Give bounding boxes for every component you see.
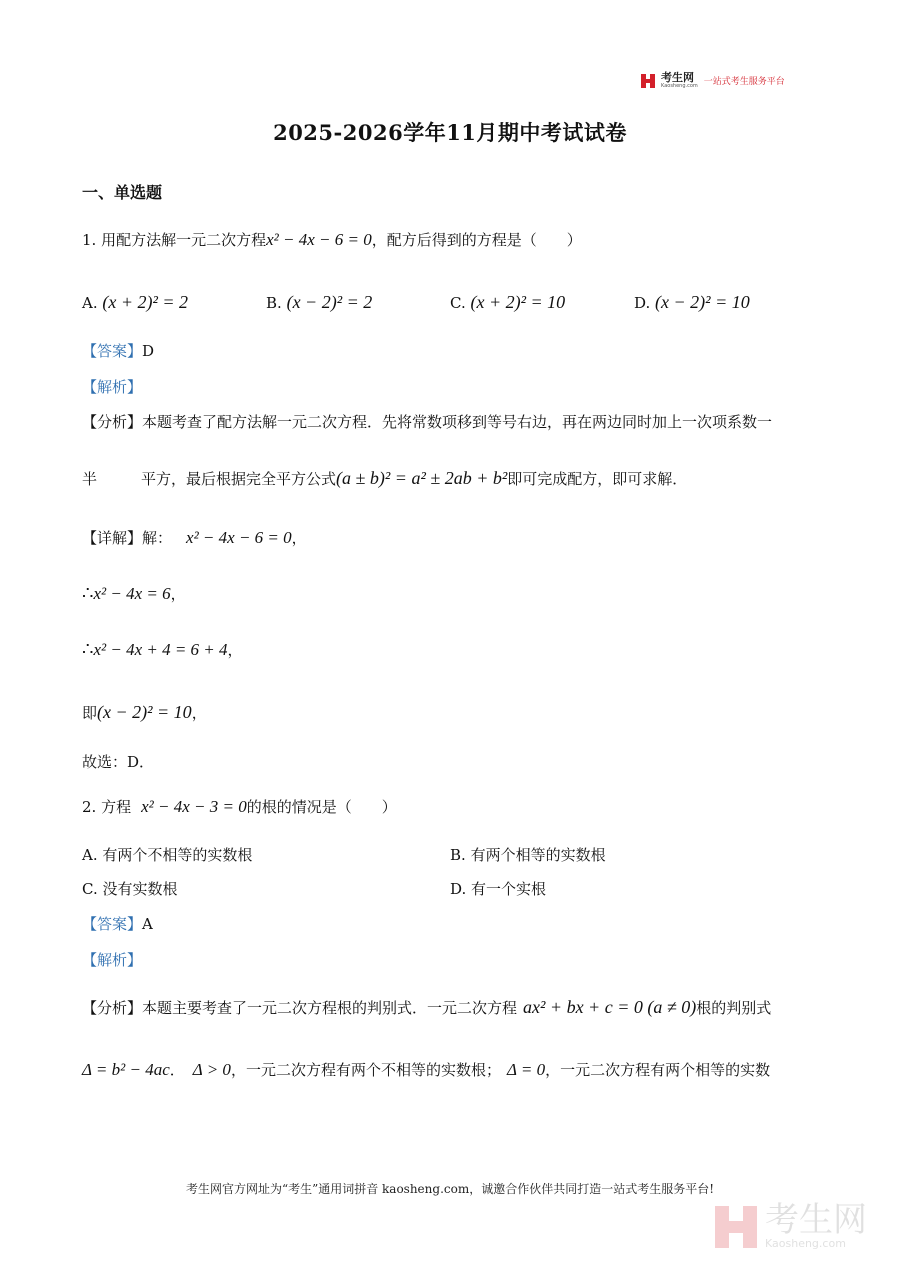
- q2-option-a: [82, 845, 252, 865]
- fenxi-text: 半: [82, 470, 98, 488]
- option-letter: C.: [82, 880, 98, 898]
- watermark-domain: Kaosheng.com: [765, 1237, 846, 1250]
- q2-stem-after: 的根的情况是（ ）: [246, 798, 397, 816]
- fenxi-tag: 【分析】: [82, 413, 143, 431]
- discriminant-expr: Δ = b² − 4ac: [82, 1060, 170, 1079]
- q2-option-d: [450, 879, 546, 899]
- q2-stem-before: 方程: [101, 798, 132, 816]
- answer-value: A: [142, 915, 153, 933]
- option-text: 有一个实根: [471, 880, 547, 898]
- option-letter: D.: [634, 294, 651, 312]
- fenxi-text: 本题考查了配方法解一元二次方程．先将常数项移到等号右边，再在两边同时加上一次项系数一: [142, 413, 773, 431]
- q2-equation: x² − 4x − 3 = 0: [141, 797, 247, 816]
- fenxi-text: ．: [169, 1061, 185, 1079]
- option-letter: A.: [82, 294, 98, 312]
- fenxi-text: 平方，最后根据完全平方公式: [141, 470, 337, 488]
- fenxi-text: 本题主要考查了一元二次方程根的判别式．一元二次方程: [142, 999, 518, 1017]
- condition-expr: Δ > 0: [192, 1060, 231, 1079]
- option-expr: (x + 2)² = 2: [102, 292, 189, 312]
- option-letter: B.: [266, 294, 282, 312]
- q1-fenxi-line1: [82, 412, 772, 432]
- answer-tag: 【答案】: [82, 915, 143, 933]
- q2-fenxi-line1: [82, 997, 771, 1018]
- q1-option-b: [266, 292, 372, 313]
- q1-option-a: [82, 292, 188, 313]
- q1-stem-after: ，配方后得到的方程是（ ）: [371, 231, 582, 249]
- kaosheng-logo-icon: [641, 74, 655, 88]
- step-expr: (x − 2)² = 10: [97, 702, 192, 722]
- section-heading: 一、单选题: [82, 183, 163, 202]
- q1-step-2: [82, 584, 186, 604]
- option-letter: B.: [450, 846, 466, 864]
- q2-analysis-tag: 【解析】: [82, 951, 143, 969]
- page-title: 2025-2026学年11月期中考试试卷: [273, 120, 627, 145]
- fenxi-text: ，一元二次方程有两个相等的实数: [545, 1061, 771, 1079]
- q1-step-3: [82, 640, 243, 660]
- option-expr: (x − 2)² = 10: [655, 292, 750, 312]
- q1-step-4: [82, 702, 207, 723]
- q2-stem: [82, 797, 397, 817]
- kaosheng-watermark-icon: [715, 1206, 757, 1248]
- step-expr: x² − 4x = 6: [93, 584, 171, 603]
- q1-option-c: [450, 292, 565, 313]
- condition-expr: Δ = 0: [506, 1060, 546, 1079]
- square-formula: (a ± b)² = a² ± 2ab + b²: [336, 468, 508, 488]
- step-suffix: ，: [191, 704, 207, 722]
- q2-option-c: [82, 879, 178, 899]
- fenxi-tag: 【分析】: [82, 999, 143, 1017]
- step-expr: x² − 4x + 4 = 6 + 4: [93, 640, 228, 659]
- therefore-icon: ∴: [82, 639, 94, 660]
- q2-fenxi-line2: [82, 1060, 770, 1080]
- logo-name: 考生网: [661, 71, 694, 84]
- step-suffix: ，: [170, 585, 186, 603]
- q1-stem: [82, 230, 582, 250]
- q1-stem-before: 用配方法解一元二次方程: [101, 231, 267, 249]
- step-suffix: ，: [227, 641, 243, 659]
- logo-slogan: 一站式考生服务平台: [703, 77, 785, 87]
- q1-answer: [82, 341, 154, 361]
- fenxi-text: ，一元二次方程有两个不相等的实数根；: [230, 1061, 501, 1079]
- q1-fenxi-line2: [82, 468, 687, 489]
- q1-analysis-tag: 【解析】: [82, 378, 143, 396]
- watermark-logo: [715, 1200, 867, 1250]
- option-text: 有两个不相等的实数根: [102, 846, 253, 864]
- detail-lead: 解：: [142, 529, 173, 547]
- option-expr: (x + 2)² = 10: [470, 292, 566, 312]
- q1-detail-line: [82, 528, 307, 548]
- q1-equation: x² − 4x − 6 = 0: [266, 230, 372, 249]
- answer-value: D: [142, 342, 155, 360]
- page-footer: 考生网官方网址为“考生”通用词拼音 kaosheng.com，诚邀合作伙伴共同打造一站式考生服务平台!: [185, 1182, 715, 1196]
- q2-number: 2.: [82, 798, 97, 816]
- step-expr: x² − 4x − 6 = 0: [186, 528, 292, 547]
- fenxi-text: 即可完成配方，即可求解．: [507, 470, 688, 488]
- therefore-icon: ∴: [82, 583, 94, 604]
- step-suffix: ，: [291, 529, 307, 547]
- logo-domain: Kaosheng.com: [661, 83, 698, 89]
- option-text: 有两个相等的实数根: [470, 846, 606, 864]
- q2-option-b: [450, 845, 606, 865]
- q1-option-d: [634, 292, 750, 313]
- detail-tag: 【详解】: [82, 529, 143, 547]
- q2-answer: [82, 914, 153, 934]
- q1-conclusion: 故选：D．: [82, 753, 155, 771]
- option-letter: C.: [450, 294, 466, 312]
- answer-tag: 【答案】: [82, 342, 143, 360]
- q1-number: 1.: [82, 231, 97, 249]
- option-expr: (x − 2)² = 2: [286, 292, 373, 312]
- step-prefix: 即: [82, 704, 98, 722]
- header-logo: [641, 72, 785, 89]
- option-letter: A.: [82, 846, 98, 864]
- general-equation: ax² + bx + c = 0 (a ≠ 0): [523, 997, 697, 1017]
- fenxi-text: 根的判别式: [696, 999, 772, 1017]
- option-text: 没有实数根: [102, 880, 178, 898]
- watermark-name: 考生网: [765, 1200, 867, 1240]
- option-letter: D.: [450, 880, 467, 898]
